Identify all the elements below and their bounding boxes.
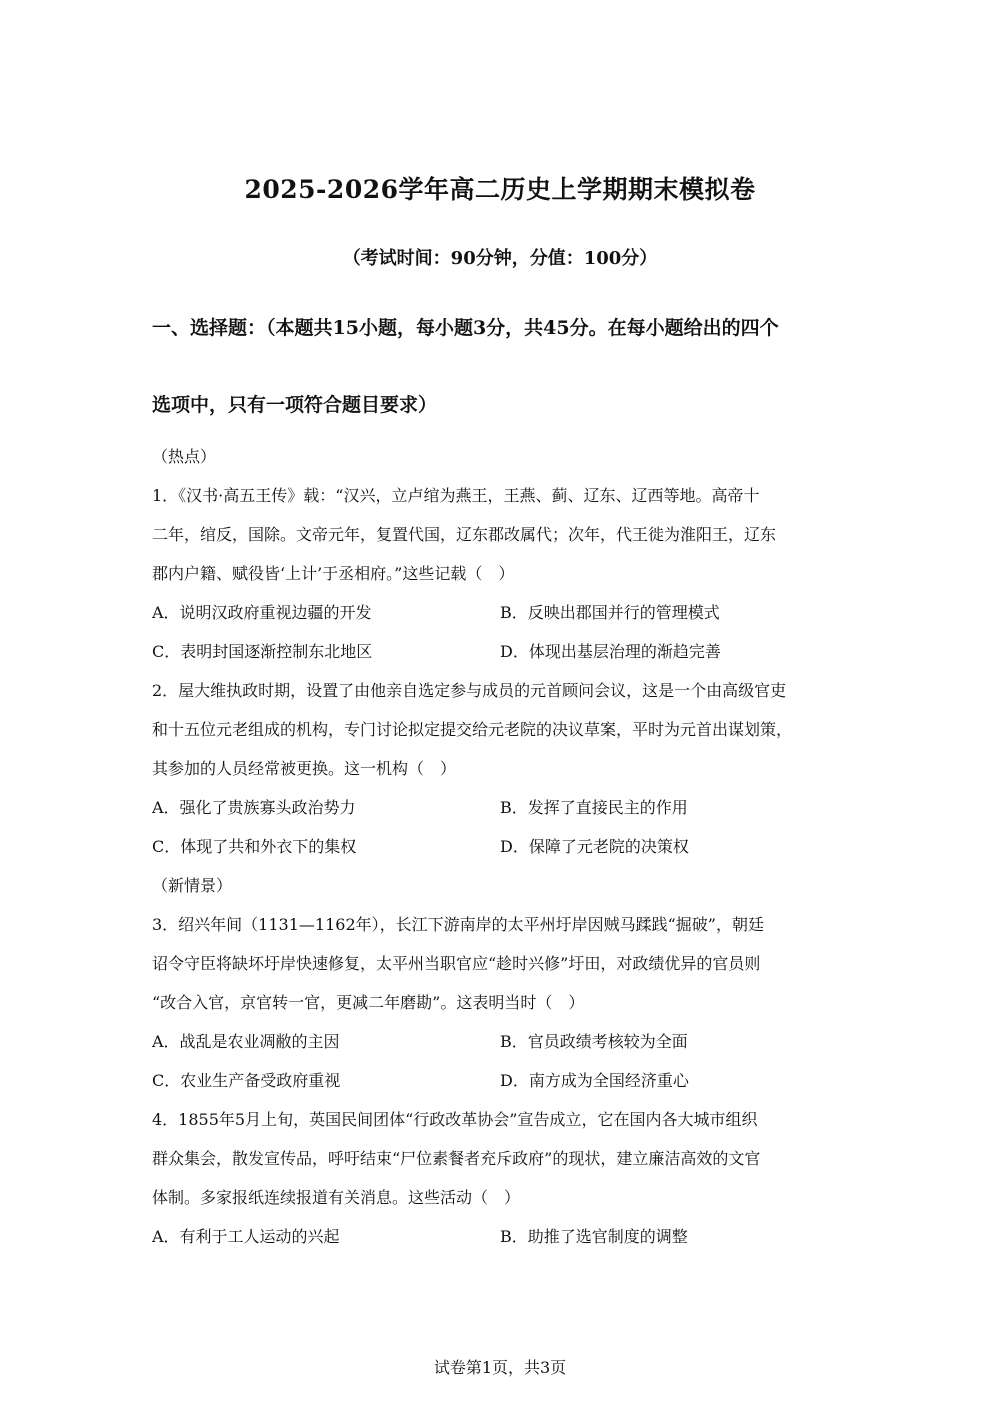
question-4-option-a: A．有利于工人运动的兴起 (152, 1227, 340, 1246)
question-2-options-row (152, 793, 852, 822)
question-2-options-row (152, 832, 852, 861)
question-tag: （新情景） (152, 876, 233, 895)
question-2-text-line: 2．屋大维执政时期，设置了由他亲自选定参与成员的元首顾问会议，这是一个由高级官吏 (152, 681, 787, 700)
question-1-options-row (152, 598, 852, 627)
question-1-option-b: B．反映出郡国并行的管理模式 (500, 603, 720, 622)
question-3-text-line: 诏令守臣将缺坏圩岸快速修复，太平州当职官应“趁时兴修”圩田，对政绩优异的官员则 (152, 954, 761, 973)
question-1-text-line: 1．《汉书·高五王传》载：“汉兴，立卢绾为燕王，王燕、蓟、辽东、辽西等地。高帝十 (152, 486, 760, 505)
question-2-option-d: D．保障了元老院的决策权 (500, 837, 689, 856)
question-3-options-row (152, 1027, 852, 1056)
question-3-option-d: D．南方成为全国经济重心 (500, 1071, 689, 1090)
question-tag: （热点） (152, 447, 217, 466)
question-3-text-line: “改合入官，京官转一官，更减二年磨勘”。这表明当时（ ） (152, 993, 585, 1012)
question-2-text-line: 其参加的人员经常被更换。这一机构（ ） (152, 759, 457, 778)
question-4-text-line: 群众集会，散发宣传品，呼吁结束“尸位素餐者充斥政府”的现状，建立廉洁高效的文官 (152, 1149, 761, 1168)
question-1-option-a: A．说明汉政府重视边疆的开发 (152, 603, 372, 622)
question-3-text-line: 3．绍兴年间（1131—1162年），长江下游南岸的太平州圩岸因贼马蹂践“掘破”，朝廷 (152, 915, 764, 934)
question-3-option-a: A．战乱是农业凋敝的主因 (152, 1032, 340, 1051)
question-list (152, 442, 852, 1261)
question-4-text-line: 体制。多家报纸连续报道有关消息。这些活动（ ） (152, 1188, 521, 1207)
question-3-options-row (152, 1066, 852, 1095)
question-1-text-line: 郡内户籍、赋役皆‘上计’于丞相府。”这些记载（ ） (152, 564, 515, 583)
section-heading-line1: 一、选择题：（本题共15小题，每小题3分，共45分。在每小题给出的四个 (152, 317, 779, 339)
question-2-text-line: 和十五位元老组成的机构，专门讨论拟定提交给元老院的决议草案，平时为元首出谋划策， (152, 720, 793, 739)
question-3-option-c: C．农业生产备受政府重视 (152, 1071, 341, 1090)
page-title: 2025-2026学年高二历史上学期期末模拟卷 (244, 175, 756, 204)
section-heading-line2: 选项中，只有一项符合题目要求） (152, 394, 438, 416)
question-1-text-line: 二年，绾反，国除。文帝元年，复置代国，辽东郡改属代；次年，代王徙为淮阳王，辽东 (152, 525, 777, 544)
question-4-text-line: 4．1855年5月上旬，英国民间团体“行政改革协会”宣告成立，它在国内各大城市组织 (152, 1110, 758, 1129)
question-3-option-b: B．官员政绩考核较为全面 (500, 1032, 688, 1051)
question-1-options-row (152, 637, 852, 666)
question-4-option-b: B．助推了选官制度的调整 (500, 1227, 688, 1246)
page-footer: 试卷第1页，共3页 (433, 1358, 567, 1377)
question-2-option-a: A．强化了贵族寡头政治势力 (152, 798, 356, 817)
exam-info: （考试时间：90分钟，分值：100分） (342, 248, 658, 269)
question-1-option-c: C．表明封国逐渐控制东北地区 (152, 642, 373, 661)
question-4-options-row (152, 1222, 852, 1251)
question-1-option-d: D．体现出基层治理的渐趋完善 (500, 642, 721, 661)
question-2-option-b: B．发挥了直接民主的作用 (500, 798, 688, 817)
question-2-option-c: C．体现了共和外衣下的集权 (152, 837, 357, 856)
